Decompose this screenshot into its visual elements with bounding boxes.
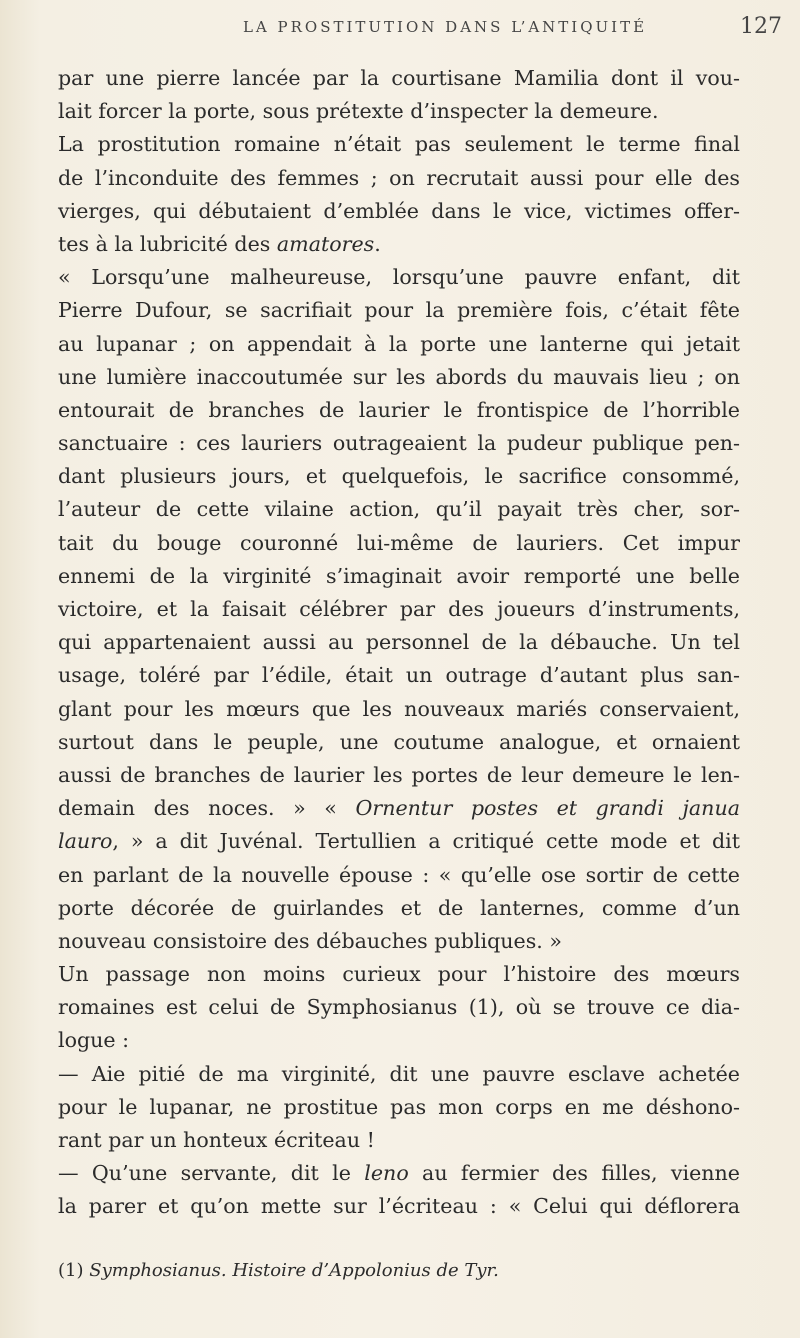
- text-line: lait forcer la porte, sous prétexte d’inspecter la demeure.: [58, 99, 659, 124]
- text-line: « Lorsqu’une malheureuse, lorsqu’une pauvre enfant, dit: [58, 265, 740, 290]
- text-line: vierges, qui débutaient d’emblée dans le vice, victimes offer-: [58, 198, 740, 223]
- text-line: Pierre Dufour, se sacrifiait pour la première fois, c’était fête: [58, 298, 740, 323]
- footnote-text: Symphosianus. Histoire d’Appolonius de Tyr.: [89, 1260, 499, 1281]
- text-line: victoire, et la faisait célébrer par des joueurs d’instruments,: [58, 597, 740, 621]
- text-line: la parer et qu’on mette sur l’écriteau : « Celui qui déflorera: [58, 1194, 740, 1219]
- text-line: usage, toléré par l’édile, était un outrage d’autant plus san-: [58, 663, 740, 688]
- text-line: de l’inconduite des femmes ; on recrutait aussi pour elle des: [58, 165, 740, 190]
- text-line: — Qu’une servante, dit le leno au fermier des filles, vienne: [58, 1161, 740, 1186]
- text-line: tait du bouge couronné lui-même de lauriers. Cet impur: [58, 530, 740, 555]
- text-line: La prostitution romaine n’était pas seulement le terme final: [58, 132, 740, 157]
- text-line: l’auteur de cette vilaine action, qu’il payait très cher, sor-: [58, 497, 740, 522]
- text-line: en parlant de la nouvelle épouse : « qu’elle ose sortir de cette: [58, 862, 740, 887]
- text-line: par une pierre lancée par la courtisane Mamilia dont il vou-: [58, 66, 740, 90]
- page-number: 127: [740, 14, 782, 39]
- text-line: entourait de branches de laurier le frontispice de l’horrible: [58, 397, 740, 422]
- text-line: ennemi de la virginité s’imaginait avoir remporté une belle: [58, 563, 740, 588]
- text-line: demain des noces. » « Ornentur postes et grandi janua: [58, 796, 740, 821]
- text-line: une lumière inaccoutumée sur les abords du mauvais lieu ; on: [58, 364, 740, 389]
- text-line: tes à la lubricité des amatores.: [58, 231, 381, 256]
- running-title: LA PROSTITUTION DANS L’ANTIQUITÉ: [242, 18, 648, 36]
- text-line: porte décorée de guirlandes et de lanternes, comme d’un: [58, 895, 740, 920]
- text-line: pour le lupanar, ne prostitue pas mon corps en me déshono-: [58, 1094, 740, 1119]
- text-line: — Aie pitié de ma virginité, dit une pauvre esclave achetée: [58, 1061, 740, 1086]
- text-line: glant pour les mœurs que les nouveaux mariés conservaient,: [58, 696, 740, 721]
- text-line: rant par un honteux écriteau !: [58, 1128, 375, 1152]
- text-line: aussi de branches de laurier les portes de leur demeure le len-: [58, 762, 740, 787]
- text-line: au lupanar ; on appendait à la porte une lanterne qui jetait: [58, 331, 740, 356]
- body-text: [58, 62, 740, 1224]
- text-line: sanctuaire : ces lauriers outrageaient la pudeur publique pen-: [58, 431, 740, 456]
- text-line: Un passage non moins curieux pour l’histoire des mœurs: [58, 962, 740, 987]
- footnote: [58, 1260, 740, 1281]
- text-line: romaines est celui de Symphosianus (1), où se trouve ce dia-: [58, 995, 740, 1020]
- text-line: nouveau consistoire des débauches publiques. »: [58, 928, 562, 953]
- text-line: logue :: [58, 1028, 130, 1053]
- text-line: dant plusieurs jours, et quelquefois, le sacrifice consommé,: [58, 464, 740, 489]
- text-line: surtout dans le peuple, une coutume analogue, et ornaient: [58, 729, 740, 754]
- text-line: qui appartenaient aussi au personnel de la débauche. Un tel: [58, 630, 740, 655]
- text-line: lauro, » a dit Juvénal. Tertullien a critiqué cette mode et dit: [58, 829, 740, 854]
- footnote-marker: (1): [58, 1260, 84, 1281]
